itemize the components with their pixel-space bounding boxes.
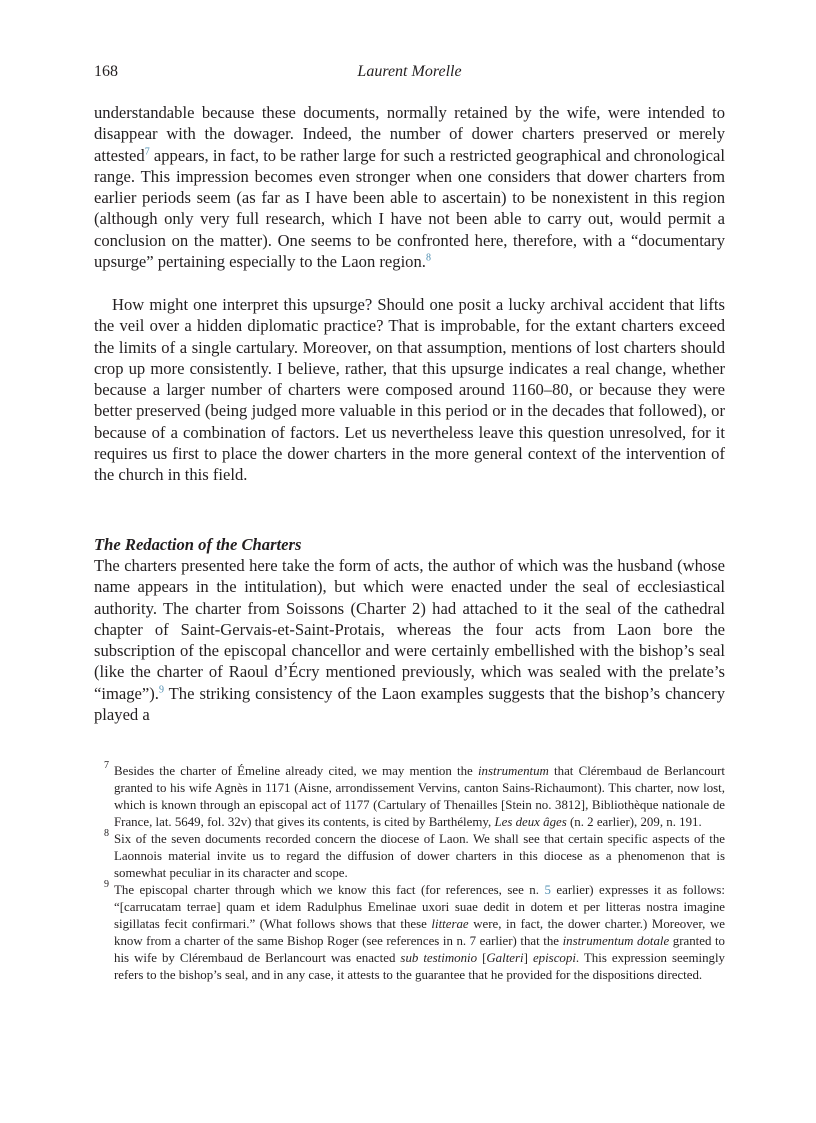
footnote-italic: Les deux âges — [494, 815, 567, 829]
footnote-8 — [94, 828, 725, 882]
footnote-text: (n. 2 earlier), 209, n. 191. — [566, 815, 702, 829]
paragraph-2-text: How might one interpret this upsurge? Should one posit a lucky archival accident that lifts the veil over a hidden diplomatic practice? That is improbable, for the extant charters exceed the limits of a single cartulary. Moreover, on that assumption, mentions of lost charters should crop up more consistently. I believe, rather, that this upsurge indicates a real change, whether because a larger number of charters were composed around 1160–80, or because they were better preserved (being judged more valuable in this period or in the decades that followed), or because of a combination of factors. Let us nevertheless leave this question unresolved, for it requires us first to place the dower charters in the more general context of the intervention of the church in this field. — [94, 295, 725, 485]
footnotes — [94, 760, 726, 984]
footnote-text: granted to his wife by Clérembaud de Berlancourt was enacted — [114, 934, 725, 965]
footnote-number: 9 — [104, 879, 109, 890]
footnote-number: 8 — [104, 828, 109, 839]
footnote-italic: litterae — [431, 917, 469, 931]
footnote-text: [ — [477, 951, 487, 965]
footnote-text: Besides the charter of Émeline already cited, we may mention the — [114, 764, 478, 778]
footnote-italic: episcopi — [532, 951, 576, 965]
footnote-number: 7 — [104, 760, 109, 771]
footnote-ref-8[interactable]: 8 — [425, 252, 431, 264]
footnote-text: that Clérembaud de Berlancourt granted to his wife Agnès in 1171 (Aisne, arrondissement Vervins, canton Sains-Richaumont). This charter, now lost, which is known through an episcopal act of 1177 (Cartulary of Thenailles [Stein no. 3812], Bibliothèque nationale de France, lat. 5649, fol. 32v) that gives its contents, is cited by Barthélemy, — [114, 764, 726, 829]
footnote-ref-9[interactable]: 9 — [158, 684, 164, 696]
footnote-cross-ref-5[interactable]: 5 — [544, 883, 551, 897]
footnote-ref-7[interactable]: 7 — [144, 146, 150, 158]
footnote-italic: instrumentum — [477, 764, 549, 778]
paragraph-2 — [94, 294, 725, 486]
footnote-text: ] — [523, 951, 533, 965]
paragraph-1 — [94, 102, 725, 272]
paragraph-1-text-a: understandable because these documents, normally retained by the wife, were intended to disappear with the dowager. Indeed, the number of dower charters preserved or merely attested — [94, 103, 725, 165]
footnote-9 — [94, 879, 726, 984]
footnote-italic: instrumentum dotale — [562, 934, 670, 948]
footnote-text: were, in fact, the dower charter.) Moreover, we know from a charter of the same Bishop Roger (see references in n. 7 earlier) that the — [114, 917, 725, 948]
footnote-italic: sub testimonio — [400, 951, 478, 965]
running-header — [94, 61, 725, 83]
footnote-text: earlier) expresses it as follows: “[carrucatam terrae] quam et idem Radulphus Emelinae uxori suae dedit in dotem et per litteras nostra imagine sigillatas fecit confirmari.” (What follows shows that these — [114, 883, 726, 931]
section-heading: The Redaction of the Charters — [94, 535, 302, 554]
paragraph-3 — [94, 555, 725, 725]
footnote-text: The episcopal charter through which we know this fact (for references, see n. — [114, 883, 545, 897]
paragraph-3-text-a: The charters presented here take the form of acts, the author of which was the husband (whose name appears in the intitulation), but which were enacted under the seal of ecclesiastical authority. The charter from Soissons (Charter 2) had attached to it the seal of the cathedral chapter of Saint-Gervais-et-Saint-Protais, whereas the four acts from Laon bore the subscription of the episcopal chancellor and were certainly embellished with the bishop’s seal (like the charter of Raoul d’Écry mentioned previously, which was sealed with the prelate’s “image”). — [94, 556, 725, 703]
footnote-text: Six of the seven documents recorded concern the diocese of Laon. We shall see that certain specific aspects of the Laonnois material invite us to regard the diffusion of dower charters in this diocese as a phenomenon that is somewhat peculiar in its character and scope. — [114, 832, 725, 880]
footnote-text: . This expression seemingly refers to the bishop’s seal, and in any case, it attests to the guarantee that he provided for the dispositions directed. — [114, 951, 725, 982]
running-title: Laurent Morelle — [357, 63, 462, 80]
footnote-7 — [94, 760, 726, 831]
paragraph-1-text-b: appears, in fact, to be rather large for such a restricted geographical and chronological range. This impression becomes even stronger when one considers that dower charters from earlier periods seem (as far as I have been able to ascertain) to be nonexistent in this region (although only very full research, which I have not been able to carry out, would permit a conclusion on the matter). One seems to be confronted here, therefore, with a “documentary upsurge” pertaining especially to the Laon region. — [94, 145, 725, 272]
paragraph-3-text-b: The striking consistency of the Laon examples suggests that the bishop’s chancery played a — [94, 683, 725, 725]
footnote-italic: Galteri — [486, 951, 524, 965]
page-number: 168 — [94, 63, 118, 80]
